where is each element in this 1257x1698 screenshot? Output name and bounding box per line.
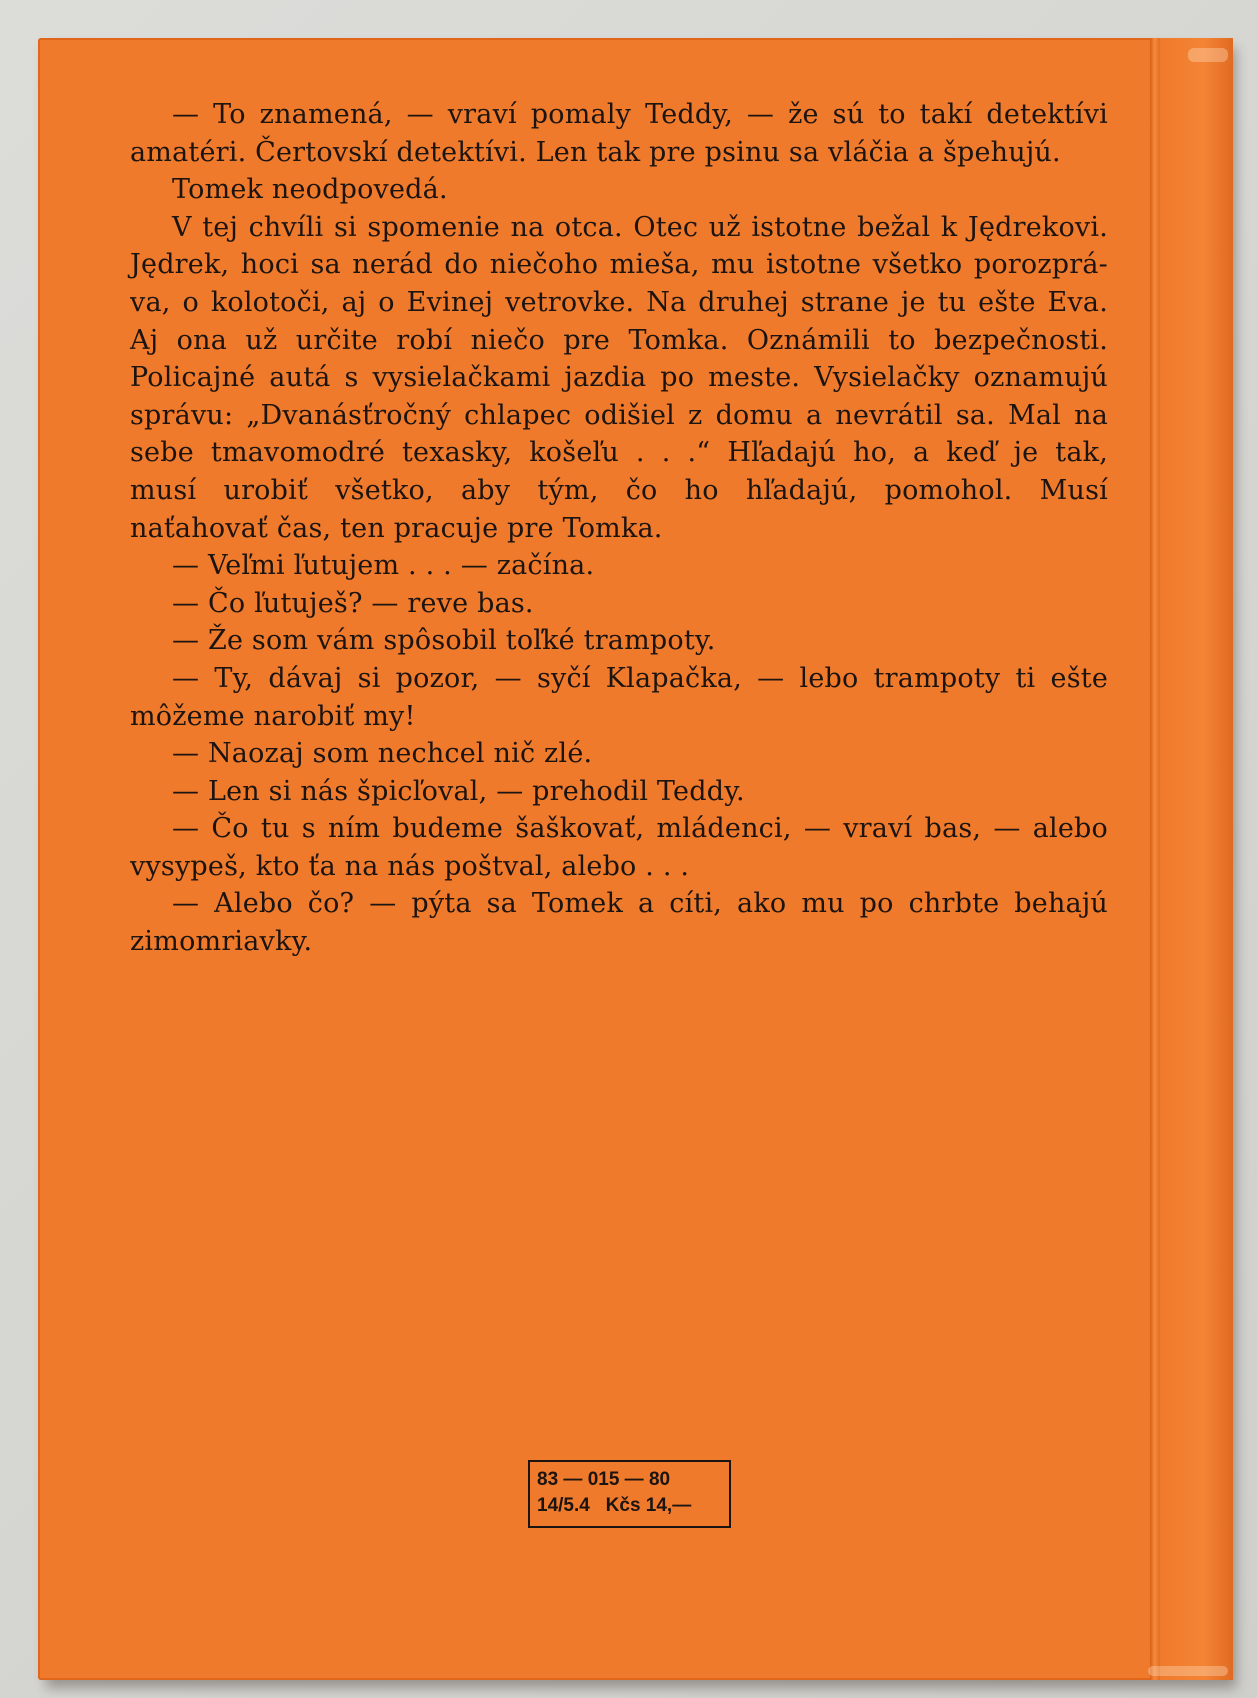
text-line: správu: „Dvanásťročný chlapec odišiel z domu a nevrátil sa. Mal na [130, 399, 1108, 431]
text-line: va, o kolotoči, aj o Evinej vetrovke. Na druhej strane je tu ešte Eva. [130, 286, 1108, 318]
spine-edge [1160, 38, 1233, 1680]
text-line: — Čo ľutuješ? — reve bas. [172, 587, 534, 619]
spine-groove [1150, 38, 1160, 1680]
text-line: musí urobiť všetko, aby tým, čo ho hľadajú, pomohol. Musí [130, 474, 1108, 506]
text-line: naťahovať čas, ten pracuje pre Tomka. [130, 512, 663, 544]
paragraph-5 [130, 585, 1108, 623]
text-line: Aj ona už určite robí niečo pre Tomka. Oznámili to bezpečnosti. [130, 324, 1108, 356]
text-line: Jędrek, hoci sa nerád do niečoho mieša, mu istotne všetko porozprá- [130, 249, 1108, 281]
excerpt-text [130, 96, 1108, 961]
price-label: 14/5.4 Kčs 14,— [537, 1495, 692, 1516]
paragraph-3 [130, 209, 1108, 547]
text-line: vysypeš, kto ťa na nás poštval, alebo . . . [130, 850, 690, 882]
paragraph-4 [130, 547, 1108, 585]
cover-wear-top [1188, 48, 1228, 62]
text-line: — Ty, dávaj si pozor, — syčí Klapačka, — lebo trampoty ti ešte [172, 662, 1108, 694]
text-line: Policajné autá s vysielačkami jazdia po meste. Vysielačky oznamujú [130, 362, 1108, 394]
cover-wear-bottom [1148, 1666, 1228, 1676]
text-line: Tomek neodpovedá. [172, 174, 448, 206]
text-line: — Že som vám spôsobil toľké trampoty. [172, 625, 716, 657]
text-line: — Alebo čo? — pýta sa Tomek a cíti, ako mu po chrbte behajú [172, 888, 1108, 920]
text-line: — Čo tu s ním budeme šaškovať, mládenci, — vraví bas, — alebo [172, 813, 1108, 845]
paragraph-6 [130, 622, 1108, 660]
catalog-number: 83 — 015 — 80 [537, 1469, 671, 1490]
paragraph-7 [130, 660, 1108, 735]
paragraph-9 [130, 773, 1108, 811]
text-line: amatéri. Čertovskí detektívi. Len tak pre psinu sa vláčia a špehujú. [130, 136, 1061, 168]
paragraph-1 [130, 96, 1108, 171]
paragraph-10 [130, 810, 1108, 885]
text-line: — To znamená, — vraví pomaly Teddy, — že sú to takí detektívi [172, 99, 1108, 130]
text-line: V tej chvíli si spomenie na otca. Otec už istotne bežal k Jędrekovi. [172, 211, 1108, 243]
paragraph-11 [130, 885, 1108, 960]
text-line: — Len si nás špicľoval, — prehodil Teddy. [172, 775, 745, 807]
text-line: sebe tmavomodré texasky, košeľu . . .“ Hľadajú ho, a keď je tak, [130, 437, 1108, 469]
text-line: môžeme narobiť my! [130, 700, 416, 732]
price-box [528, 1460, 731, 1528]
text-line: — Veľmi ľutujem . . . — začína. [172, 550, 595, 582]
text-line: zimomriavky. [130, 926, 313, 958]
text-line: — Naozaj som nechcel nič zlé. [172, 738, 593, 770]
paragraph-8 [130, 735, 1108, 773]
paragraph-2 [130, 171, 1108, 209]
